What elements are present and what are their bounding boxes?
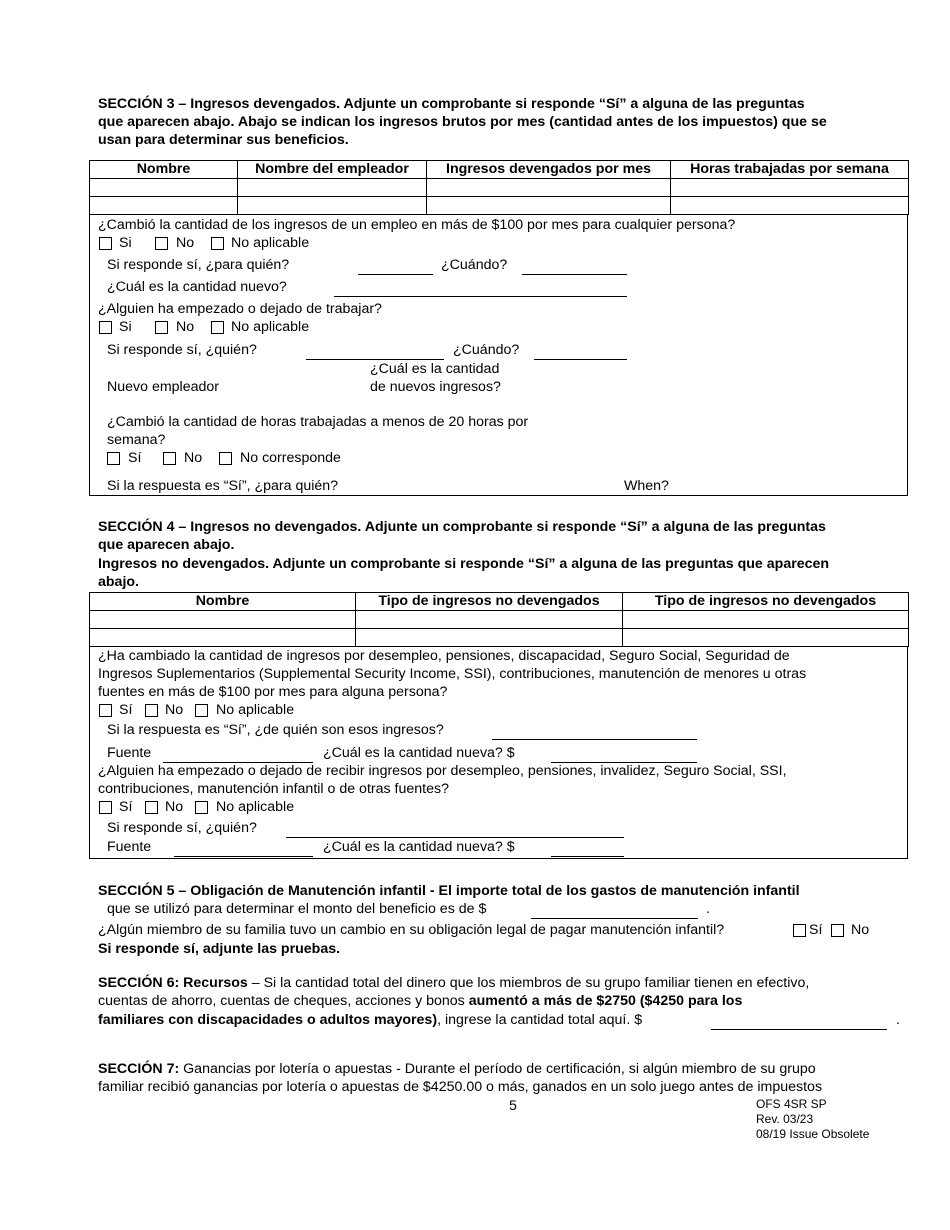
s3-q1-when-label: ¿Cuándo? — [441, 257, 508, 273]
s6-line2-normal: cuentas de ahorro, cuentas de cheques, acciones y bonos — [98, 993, 469, 1009]
page-number: 5 — [509, 1098, 517, 1114]
s3-q2-si-label: Si — [119, 319, 132, 335]
s3-q2-na-checkbox[interactable] — [211, 321, 224, 334]
cell-input[interactable] — [356, 611, 623, 629]
s3-q3-no-checkbox[interactable] — [163, 452, 176, 465]
cell-input[interactable] — [90, 197, 238, 215]
s3-q1-no-label: No — [176, 235, 195, 251]
s4-q2-amount-label: ¿Cuál es la cantidad nueva? $ — [323, 839, 515, 855]
s3-q2-text: ¿Alguien ha empezado o dejado de trabajar? — [98, 301, 382, 317]
s4-q1-no-label: No — [165, 702, 184, 718]
s3-q2-si-checkbox[interactable] — [99, 321, 112, 334]
s6-line2 — [98, 993, 742, 1010]
cell-input[interactable] — [427, 179, 671, 197]
s3-q2-employer-label: Nuevo empleador — [107, 379, 219, 395]
s4-q1-text-l2: Ingresos Suplementarios (Supplemental Security Income, SSI), contribuciones, manutención de menores u otras — [98, 666, 807, 682]
s4-q2-text-l1: ¿Alguien ha empezado o dejado de recibir ingresos por desempleo, pensiones, invalidez, Seguro Social, SSI, — [98, 763, 787, 779]
s3-q1-si-checkbox[interactable] — [99, 237, 112, 250]
s6-label: SECCIÓN 6: Recursos — [98, 975, 248, 991]
s3-q1-who-label: Si responde sí, ¿para quién? — [107, 257, 290, 273]
cell-input[interactable] — [623, 629, 909, 647]
s4-q1-text-l3: fuentes en más de $100 por mes para alguna persona? — [98, 684, 448, 700]
s3-q1-text: ¿Cambió la cantidad de los ingresos de un empleo en más de $100 por mes para cualquier persona? — [98, 217, 736, 233]
s4-q1-si-checkbox[interactable] — [99, 704, 112, 717]
s4-heading-l2: que aparecen abajo. — [98, 537, 235, 553]
s3-earned-income-table — [89, 160, 909, 215]
s4-q1-text-l1: ¿Ha cambiado la cantidad de ingresos por desempleo, pensiones, discapacidad, Seguro Social, Seguridad de — [98, 648, 790, 664]
s4-q2-source-field[interactable] — [174, 856, 313, 857]
s3-heading: SECCIÓN 3 – Ingresos devengados. Adjunte un comprobante si responde “Sí” a alguna de las preguntas — [98, 96, 805, 112]
s3-q1-who-field[interactable] — [358, 274, 433, 275]
s5-amount-period: . — [706, 901, 710, 917]
col-header-monthly-income: Ingresos devengados por mes — [427, 161, 671, 179]
s3-q1-amount-field[interactable] — [334, 296, 627, 297]
cell-input[interactable] — [671, 179, 909, 197]
table-row — [90, 179, 909, 197]
s3-q1-when-field[interactable] — [522, 274, 627, 275]
s4-q1-who-field[interactable] — [492, 739, 697, 740]
form-id: OFS 4SR SP — [756, 1097, 827, 1111]
s3-q3-si-label: Sí — [128, 450, 142, 466]
cell-input[interactable] — [90, 611, 356, 629]
s6-total-field[interactable] — [711, 1029, 887, 1030]
s4-q1-na-checkbox[interactable] — [195, 704, 208, 717]
s3-q3-si-checkbox[interactable] — [107, 452, 120, 465]
s4-q2-who-field[interactable] — [286, 837, 624, 838]
s5-proof-note: Si responde sí, adjunte las pruebas. — [98, 941, 341, 957]
s3-q2-no-checkbox[interactable] — [155, 321, 168, 334]
form-revision: Rev. 03/23 — [756, 1112, 814, 1126]
s4-heading-l1: SECCIÓN 4 – Ingresos no devengados. Adjunte un comprobante si responde “Sí” a alguna de las preguntas — [98, 519, 826, 535]
s6-line3-normal: , ingrese la cantidad total aquí. $ — [437, 1012, 643, 1028]
s3-q2-when-field[interactable] — [534, 359, 627, 360]
col-header-employer: Nombre del empleador — [238, 161, 427, 179]
s4-q1-who-label: Si la respuesta es “Sí”, ¿de quién son esos ingresos? — [107, 722, 444, 738]
s7-line2: familiar recibió ganancias por lotería o apuestas de $4250.00 o más, ganados en un solo juego antes de impuestos — [98, 1079, 823, 1095]
s6-line1 — [98, 975, 809, 992]
s4-q2-who-label: Si responde sí, ¿quién? — [107, 820, 257, 836]
col-header-unearned-type: Tipo de ingresos no devengados — [356, 593, 623, 611]
cell-input[interactable] — [427, 197, 671, 215]
col-header-name: Nombre — [90, 593, 356, 611]
col-header-name: Nombre — [90, 161, 238, 179]
s5-question: ¿Algún miembro de su familia tuvo un cambio en su obligación legal de pagar manutención infantil? — [98, 922, 725, 938]
s5-no-label: No — [851, 922, 870, 938]
s4-q2-text-l2: contribuciones, manutención infantil o de otras fuentes? — [98, 781, 449, 797]
s4-q2-amount-field[interactable] — [551, 856, 624, 857]
s5-heading: SECCIÓN 5 – Obligación de Manutención infantil - El importe total de los gastos de manutención infantil — [98, 883, 800, 899]
s4-heading-l4: abajo. — [98, 574, 139, 590]
s7-text1: Ganancias por lotería o apuestas - Durante el período de certificación, si algún miembro de su grupo — [179, 1061, 816, 1077]
s3-q3-nc-checkbox[interactable] — [219, 452, 232, 465]
table-row — [90, 611, 909, 629]
s4-heading-l3: Ingresos no devengados. Adjunte un comprobante si responde “Sí” a alguna de las preguntas que aparecen — [98, 556, 830, 572]
s3-q3-who-label: Si la respuesta es “Sí”, ¿para quién? — [107, 478, 339, 494]
s3-q1-na-label: No aplicable — [231, 235, 310, 251]
s3-heading-line3: usan para determinar sus beneficios. — [98, 132, 349, 148]
s6-line3-bold: familiares con discapacidades o adultos mayores) — [98, 1012, 438, 1028]
s4-q1-source-label: Fuente — [107, 745, 152, 761]
col-header-weekly-hours: Horas trabajadas por semana — [671, 161, 909, 179]
s6-line3-end: . — [896, 1012, 900, 1028]
s3-q3-nc-label: No corresponde — [240, 450, 341, 466]
table-header-row — [90, 593, 909, 611]
table-row — [90, 197, 909, 215]
table-header-row — [90, 161, 909, 179]
cell-input[interactable] — [356, 629, 623, 647]
s4-q2-si-label: Sí — [119, 799, 133, 815]
cell-input[interactable] — [90, 629, 356, 647]
cell-input[interactable] — [623, 611, 909, 629]
form-obsolete-note: 08/19 Issue Obsolete — [756, 1127, 870, 1141]
cell-input[interactable] — [90, 179, 238, 197]
cell-input[interactable] — [671, 197, 909, 215]
s3-q2-amount-label-l1: ¿Cuál es la cantidad — [370, 361, 500, 377]
cell-input[interactable] — [238, 197, 427, 215]
s4-q1-si-label: Sí — [119, 702, 133, 718]
s4-q2-no-label: No — [165, 799, 184, 815]
s5-no-checkbox[interactable] — [831, 924, 844, 937]
s5-si-checkbox[interactable] — [793, 924, 806, 937]
col-header-unearned-type-2: Tipo de ingresos no devengados — [623, 593, 909, 611]
s3-q2-amount-label-l2: de nuevos ingresos? — [370, 379, 501, 395]
s3-q3-text-l1: ¿Cambió la cantidad de horas trabajadas a menos de 20 horas por — [107, 414, 529, 430]
s4-q2-source-label: Fuente — [107, 839, 152, 855]
s7-label: SECCIÓN 7: — [98, 1061, 180, 1077]
s5-si-label: Sí — [809, 922, 823, 938]
s3-q2-when-label: ¿Cuándo? — [453, 342, 520, 358]
s6-text1: – Si la cantidad total del dinero que los miembros de su grupo familiar tienen en efectivo, — [247, 975, 810, 991]
s3-q2-na-label: No aplicable — [231, 319, 310, 335]
s3-q1-amount-label: ¿Cuál es la cantidad nuevo? — [107, 279, 287, 295]
s3-q2-no-label: No — [176, 319, 195, 335]
s4-q1-no-checkbox[interactable] — [145, 704, 158, 717]
s5-amount-label: que se utilizó para determinar el monto del beneficio es de $ — [107, 901, 487, 917]
s5-amount-field[interactable] — [531, 918, 698, 919]
s4-q2-no-checkbox[interactable] — [145, 801, 158, 814]
s3-q2-who-field[interactable] — [306, 359, 444, 360]
s3-q1-no-checkbox[interactable] — [155, 237, 168, 250]
s3-heading-line2: que aparecen abajo. Abajo se indican los ingresos brutos por mes (cantidad antes de los impuestos) que se — [98, 114, 827, 130]
s3-q1-na-checkbox[interactable] — [211, 237, 224, 250]
s4-q2-na-checkbox[interactable] — [195, 801, 208, 814]
table-row — [90, 629, 909, 647]
s4-q2-na-label: No aplicable — [216, 799, 295, 815]
s3-q3-no-label: No — [184, 450, 203, 466]
cell-input[interactable] — [238, 179, 427, 197]
s6-line3 — [98, 1012, 642, 1029]
s7-line1 — [98, 1061, 816, 1078]
s4-q2-si-checkbox[interactable] — [99, 801, 112, 814]
s6-line2-bold: aumentó a más de $2750 ($4250 para los — [468, 993, 743, 1009]
s3-q3-text-l2: semana? — [107, 432, 166, 448]
s4-unearned-income-table — [89, 592, 909, 647]
s4-q1-na-label: No aplicable — [216, 702, 295, 718]
s4-q1-amount-label: ¿Cuál es la cantidad nueva? $ — [323, 745, 515, 761]
s3-q1-si-label: Si — [119, 235, 132, 251]
s3-q3-when-label: When? — [624, 478, 669, 494]
s3-q2-who-label: Si responde sí, ¿quién? — [107, 342, 257, 358]
